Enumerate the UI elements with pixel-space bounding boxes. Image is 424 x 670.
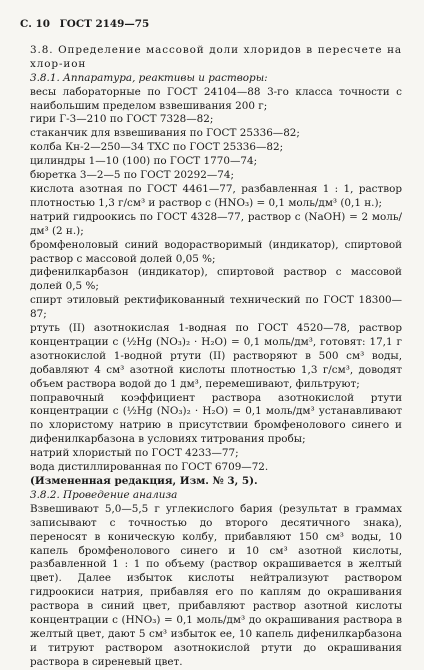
list-item: стаканчик для взвешивания по ГОСТ 25336—82; bbox=[30, 127, 300, 140]
list-item: ртуть (II) азотнокислая 1-водная по ГОСТ 4520—78, раствор концентрации с (½Hg (NO₃)₂ · H₂O) = 0,1 моль/дм³, готовят: 17,1 г азотнокислой 1-водной ртути (II) растворяют в 500 см³ воды, добавляют 4 см³ азотной кислоты плотностью 1,3 г/см³, доводят объем раствора водой до 1 дм³, перемешивают, фильтруют; bbox=[30, 322, 402, 390]
section-3-8-2-body: Взвешивают 5,0—5,5 г углекислого бария (результат в граммах записывают с точностью до второго десятичного знака), переносят в коническую колбу, прибавляют 150 см³ воды, 10 капель бромфенолового синего и 10 см³ азотной кислоты, разбавленной 1 : 1 по объему (раствор окрашивается в желтый цвет). Далее избыток кислоты нейтрализуют раствором гидроокиси натрия, прибавляя его по каплям до окрашивания раствора в синий цвет, прибавляют раствор азотной кислоты концентрации с (HNO₃) = 0,1 моль/дм³ до окрашивания раствора в желтый цвет, дают 5 см³ избыток ее, 10 капель дифенилкарбазона и титруют раствором азотнокислой ртути до окрашивания раствора в сиреневый цвет. bbox=[30, 502, 402, 668]
standard-number: ГОСТ 2149—75 bbox=[59, 18, 150, 30]
section-3-8-1-title: 3.8.1. Аппаратура, реактивы и растворы: bbox=[30, 71, 268, 84]
list-item: натрий гидроокись по ГОСТ 4328—77, раствор с (NaOH) = 2 моль/дм³ (2 н.); bbox=[30, 210, 402, 237]
list-item: натрий хлористый по ГОСТ 4233—77; bbox=[30, 447, 239, 460]
list-item: колба Кн-2—250—34 ТХС по ГОСТ 25336—82; bbox=[30, 141, 284, 154]
list-item: бромфеноловый синий водорастворимый (индикатор), спиртовой раствор с массовой долей 0,05 %; bbox=[30, 238, 402, 265]
list-item: бюретка 3—2—5 по ГОСТ 20292—74; bbox=[30, 169, 234, 182]
page-header bbox=[20, 18, 402, 32]
list-item: гири Г-3—210 по ГОСТ 7328—82; bbox=[30, 113, 214, 126]
list-item: вода дистиллированная по ГОСТ 6709—72. bbox=[30, 461, 269, 474]
section-3-8-2-title: 3.8.2. Проведение анализа bbox=[30, 488, 178, 501]
list-item: дифенилкарбазон (индикатор), спиртовой раствор с массовой долей 0,5 %; bbox=[30, 266, 402, 293]
list-item: весы лабораторные по ГОСТ 24104—88 3-го класса точности с наибольшим пределом взвешивания 200 г; bbox=[30, 85, 402, 112]
page-number: С. 10 bbox=[20, 18, 50, 30]
section-3-8-title: 3.8. Определение массовой доли хлоридов в пересчете на хлор-ион bbox=[30, 43, 402, 70]
list-item: спирт этиловый ректификованный технический по ГОСТ 18300—87; bbox=[30, 294, 402, 321]
list-item: цилиндры 1—10 (100) по ГОСТ 1770—74; bbox=[30, 155, 258, 168]
list-item: поправочный коэффициент раствора азотнокислой ртути концентрации с (½Hg (NO₃)₂ · H₂O) = 0,1 моль/дм³ устанавливают по хлористому натрию в присутствии бромфенолового синего и дифенилкарбазона в условиях титрования пробы; bbox=[30, 391, 402, 446]
list-item: кислота азотная по ГОСТ 4461—77, разбавленная 1 : 1, раствор плотностью 1,3 г/см³ и раствор с (HNO₃) = 0,1 моль/дм³ (0,1 н.); bbox=[30, 182, 402, 209]
edition-note: (Измененная редакция, Изм. № 3, 5). bbox=[30, 475, 258, 487]
